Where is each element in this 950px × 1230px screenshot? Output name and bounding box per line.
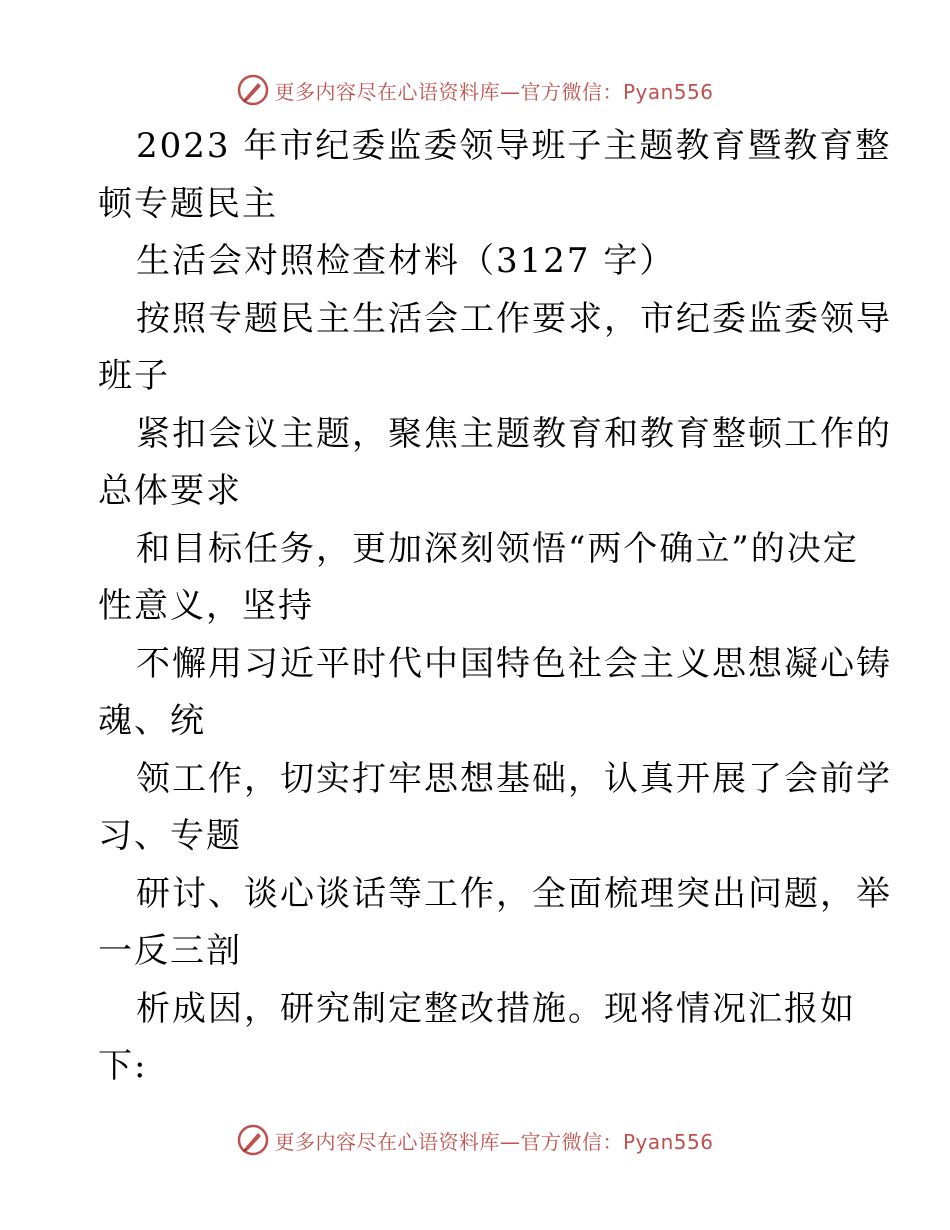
text-line: 生活会对照检查材料（3127 字） <box>136 241 676 281</box>
footer-watermark <box>0 1120 950 1160</box>
text-line: 一反三剖 <box>98 931 242 971</box>
watermark-text: 更多内容尽在心语资料库—官方微信：Pyan556 <box>274 79 714 104</box>
header-watermark <box>0 70 950 110</box>
text-line: 下: <box>98 1046 148 1086</box>
text-line: 总体要求 <box>98 471 242 511</box>
watermark-text: 更多内容尽在心语资料库—官方微信：Pyan556 <box>274 1129 714 1154</box>
text-line: 不懈用习近平时代中国特色社会主义思想凝心铸 <box>136 643 892 684</box>
document-body <box>98 118 892 1096</box>
text-line: 和目标任务，更加深刻领悟“两个确立”的决定 <box>136 528 859 569</box>
text-line: 顿专题民主 <box>98 183 278 224</box>
text-line: 研讨、谈心谈话等工作，全面梳理突出问题，举 <box>136 873 892 914</box>
text-line: 习、专题 <box>98 816 242 856</box>
pen-logo-icon <box>236 1123 270 1157</box>
text-line: 紧扣会议主题，聚焦主题教育和教育整顿工作的 <box>136 413 892 454</box>
text-line: 按照专题民主生活会工作要求，市纪委监委领导 <box>136 298 892 339</box>
text-line: 领工作，切实打牢思想基础，认真开展了会前学 <box>136 758 892 799</box>
text-line: 班子 <box>98 356 170 396</box>
text-line: 魂、统 <box>98 701 206 741</box>
pen-logo-icon <box>236 73 270 107</box>
text-line: 析成因，研究制定整改措施。现将情况汇报如 <box>136 988 856 1029</box>
text-line: 2023 年市纪委监委领导班子主题教育暨教育整 <box>136 126 892 166</box>
text-line: 性意义，坚持 <box>98 586 314 626</box>
